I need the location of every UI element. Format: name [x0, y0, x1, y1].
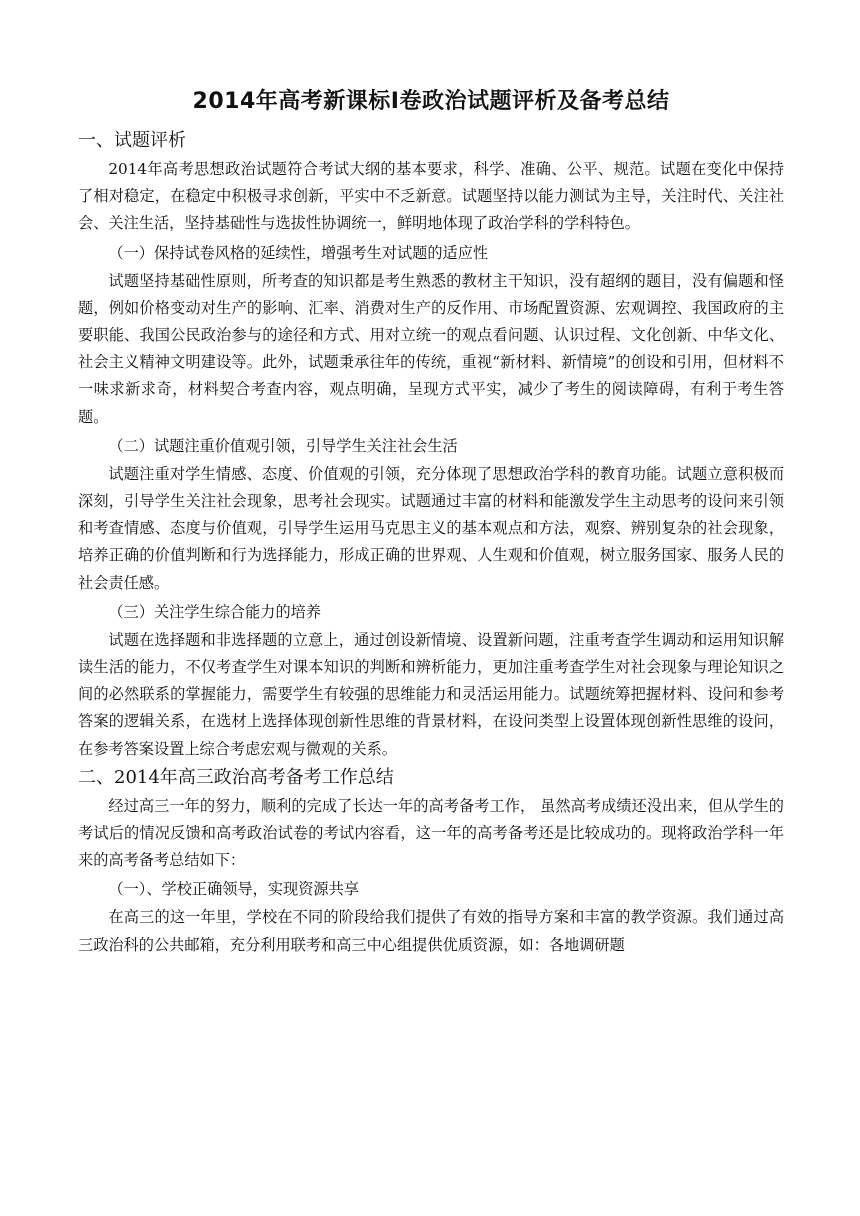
- section-1: [78, 126, 784, 763]
- subsection-1-2-paragraph: 试题注重对学生情感、态度、价值观的引领，充分体现了思想政治学科的教育功能。试题立意积极而深刻，引导学生关注社会现象，思考社会现实。试题通过丰富的材料和能激发学生主动思考的设问来引领和考查情感、态度与价值观，引导学生运用马克思主义的基本观点和方法，观察、辨别复杂的社会现象，培养正确的价值判断和行为选择能力，形成正确的世界观、人生观和价值观，树立服务国家、服务人民的社会责任感。: [78, 464, 784, 592]
- subsection-2-1-paragraph: 在高三的这一年里，学校在不同的阶段给我们提供了有效的指导方案和丰富的教学资源。我们通过高三政治科的公共邮箱，充分利用联考和高三中心组提供优质资源，如：各地调研题: [78, 908, 784, 954]
- subsection-1-2-heading: （二）试题注重价值观引领，引导学生关注社会生活: [108, 436, 458, 455]
- document-page: [78, 86, 784, 959]
- subsection-1-3-heading: （三）关注学生综合能力的培养: [108, 602, 322, 621]
- document-title: 2014年高考新课标Ⅰ卷政治试题评析及备考总结: [192, 89, 670, 114]
- section-1-intro-paragraph: 2014年高考思想政治试题符合考试大纲的基本要求，科学、准确、公平、规范。试题在变化中保持了相对稳定，在稳定中积极寻求创新，平实中不乏新意。试题坚持以能力测试为主导，关注时代、关注社会、关注生活，坚持基础性与选拔性协调统一，鲜明地体现了政治学科的学科特色。: [78, 160, 784, 233]
- subsection-1-3-paragraph: 试题在选择题和非选择题的立意上，通过创设新情境、设置新问题，注重考查学生调动和运用知识解读生活的能力，不仅考查学生对课本知识的判断和辨析能力，更加注重考查学生对社会现象与理论知识之间的必然联系的掌握能力，需要学生有较强的思维能力和灵活运用能力。试题统筹把握材料、设问和参考答案的逻辑关系，在选材上选择体现创新性思维的背景材料，在设问类型上设置体现创新性思维的设问，在参考答案设置上综合考虑宏观与微观的关系。: [78, 630, 784, 758]
- section-2-heading: 二、2014年高三政治高考备考工作总结: [78, 766, 394, 788]
- section-2-intro-paragraph: 经过高三一年的努力，顺利的完成了长达一年的高考备考工作， 虽然高考成绩还没出来，但从学生的考试后的情况反馈和高考政治试卷的考试内容看，这一年的高考备考还是比较成功的。现将政治学科一年来的高考备考总结如下：: [78, 796, 784, 870]
- section-2: [78, 763, 784, 959]
- section-1-heading: 一、试题评析: [78, 130, 186, 151]
- subsection-1-1-heading: （一）保持试卷风格的延续性，增强考生对试题的适应性: [108, 243, 489, 262]
- subsection-2-1-heading: （一）、学校正确领导，实现资源共享: [108, 880, 359, 899]
- subsection-1-1-paragraph: 试题坚持基础性原则，所考查的知识都是考生熟悉的教材主干知识，没有超纲的题目，没有偏题和怪题，例如价格变动对生产的影响、汇率、消费对生产的反作用、市场配置资源、宏观调控、我国政府的主要职能、我国公民政治参与的途径和方式、用对立统一的观点看问题、认识过程、文化创新、中华文化、社会主义精神文明建设等。此外，试题秉承往年的传统，重视“新材料、新情境”的创设和引用，但材料不一味求新求奇，材料契合考查内容，观点明确，呈现方式平实，减少了考生的阅读障碍，有利于考生答题。: [78, 271, 784, 426]
